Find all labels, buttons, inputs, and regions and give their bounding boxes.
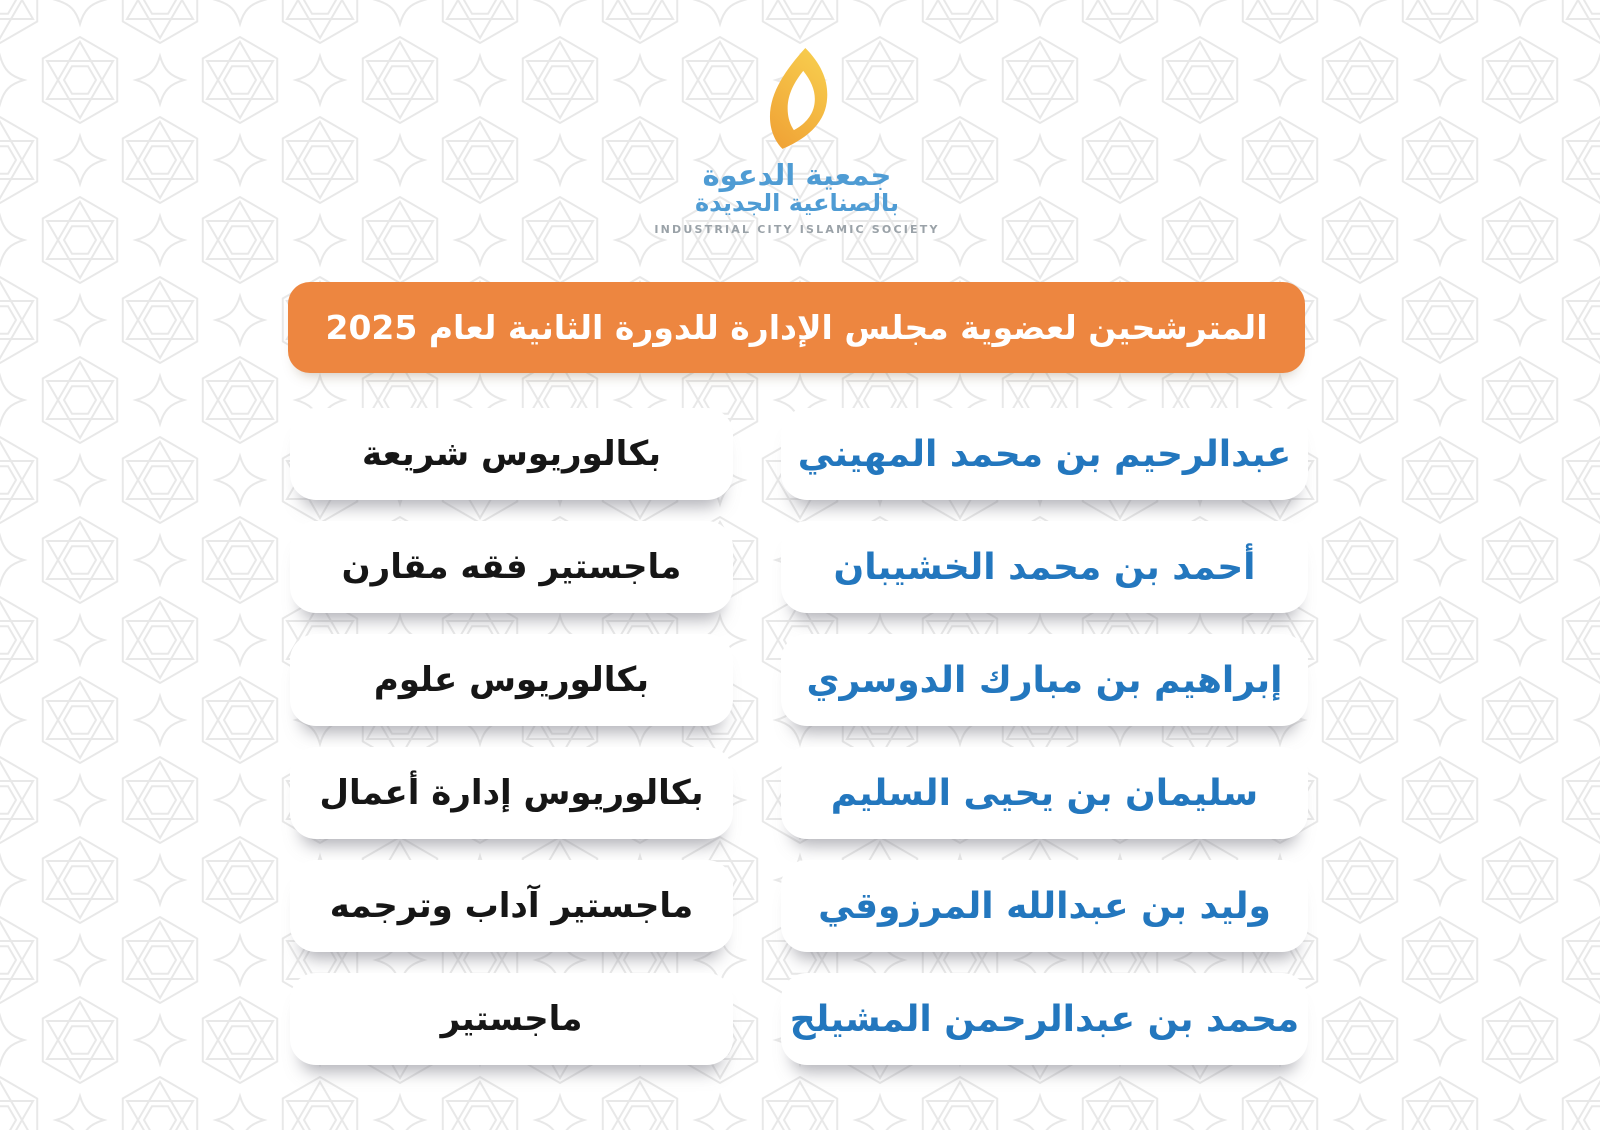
- candidate-qualification-card: [290, 634, 733, 726]
- title-banner: [288, 282, 1305, 373]
- candidate-name-card: [781, 747, 1308, 839]
- candidate-qualification-card: [290, 860, 733, 952]
- candidate-qualification: ماجستير فقه مقارن: [341, 547, 682, 587]
- candidate-qualification: بكالوريوس علوم: [373, 660, 650, 700]
- page-title: المترشحين لعضوية مجلس الإدارة للدورة الثانية لعام 2025: [325, 308, 1268, 347]
- logo-name-line1: جمعية الدعوة: [702, 158, 892, 192]
- candidate-name-card: [781, 408, 1308, 500]
- candidate-name-card: [781, 973, 1308, 1065]
- candidate-name: وليد بن عبدالله المرزوقي: [818, 885, 1271, 927]
- logo: [567, 48, 1027, 236]
- candidate-qualification: بكالوريوس شريعة: [362, 434, 661, 474]
- flame-icon: [765, 48, 829, 152]
- candidate-name-card: [781, 860, 1308, 952]
- logo-tagline: INDUSTRIAL CITY ISLAMIC SOCIETY: [654, 223, 940, 237]
- candidate-qualification: بكالوريوس إدارة أعمال: [319, 773, 704, 813]
- candidate-name: محمد بن عبدالرحمن المشيلح: [789, 998, 1300, 1040]
- candidate-qualification-card: [290, 973, 733, 1065]
- candidate-name: أحمد بن محمد الخشيبان: [833, 546, 1256, 588]
- logo-name-line2: بالصناعية الجديدة: [694, 189, 900, 218]
- candidate-name-card: [781, 634, 1308, 726]
- candidate-qualification: ماجستير آداب وترجمه: [329, 886, 694, 926]
- candidate-name: سليمان بن يحيى السليم: [830, 772, 1259, 814]
- candidate-qualification: ماجستير: [440, 999, 583, 1039]
- candidate-name-card: [781, 521, 1308, 613]
- candidate-name: إبراهيم بن مبارك الدوسري: [806, 659, 1283, 701]
- candidate-qualification-card: [290, 521, 733, 613]
- candidate-qualification-card: [290, 747, 733, 839]
- candidate-name: عبدالرحيم بن محمد المهيني: [797, 433, 1292, 475]
- candidate-qualification-card: [290, 408, 733, 500]
